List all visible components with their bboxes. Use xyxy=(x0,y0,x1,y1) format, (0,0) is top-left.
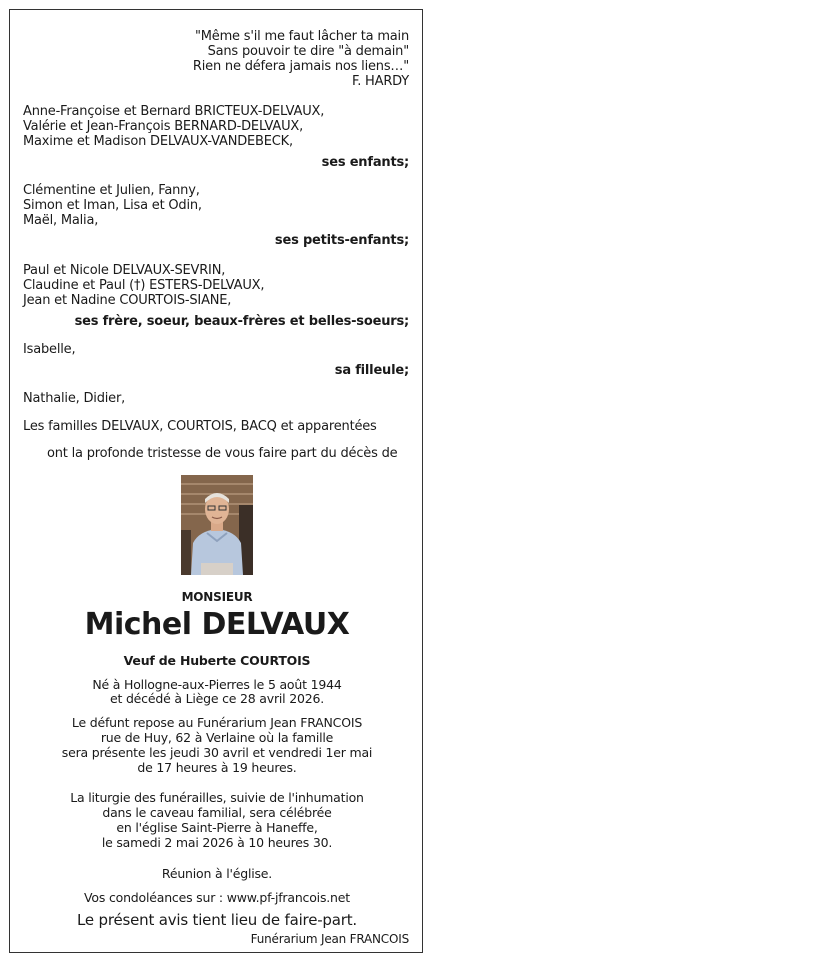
repose-line: Le défunt repose au Funérarium Jean FRANCOIS xyxy=(71,715,363,730)
quote-line: Sans pouvoir te dire "à demain" xyxy=(207,44,409,59)
relation-label: ses petits-enfants; xyxy=(274,233,409,248)
liturgy-line: en l'église Saint-Pierre à Haneffe, xyxy=(116,820,318,835)
relation-label: sa filleule; xyxy=(334,363,409,378)
family-member: Maxime et Madison DELVAUX-VANDEBECK, xyxy=(23,134,293,149)
announcement: ont la profonde tristesse de vous faire part du décès de xyxy=(47,446,398,461)
death-notice xyxy=(9,9,423,953)
family-member: Clémentine et Julien, Fanny, xyxy=(23,183,200,198)
repose-line: sera présente les jeudi 30 avril et vendredi 1er mai xyxy=(61,745,373,760)
title-monsieur: MONSIEUR xyxy=(181,590,253,604)
family-member: Maël, Malia, xyxy=(23,213,99,228)
families-line: Les familles DELVAUX, COURTOIS, BACQ et apparentées xyxy=(23,419,377,434)
reunion-line: Réunion à l'église. xyxy=(161,866,273,881)
family-member: Valérie et Jean-François BERNARD-DELVAUX, xyxy=(23,119,304,134)
death-line: et décédé à Liège ce 28 avril 2026. xyxy=(109,691,325,706)
family-member: Paul et Nicole DELVAUX-SEVRIN, xyxy=(23,263,226,278)
family-member: Jean et Nadine COURTOIS-SIANE, xyxy=(23,293,232,308)
family-member: Simon et Iman, Lisa et Odin, xyxy=(23,198,202,213)
repose-line: rue de Huy, 62 à Verlaine où la famille xyxy=(100,730,334,745)
funeral-home: Funérarium Jean FRANCOIS xyxy=(250,932,409,946)
quote-author: F. HARDY xyxy=(352,74,409,89)
quote-line: Rien ne défera jamais nos liens…" xyxy=(192,59,409,74)
family-member: Anne-Françoise et Bernard BRICTEUX-DELVAUX, xyxy=(23,104,325,119)
deceased-name: Michel DELVAUX xyxy=(84,607,350,642)
liturgy-line: le samedi 2 mai 2026 à 10 heures 30. xyxy=(101,835,333,850)
relation-label: ses frère, soeur, beaux-frères et belles-soeurs; xyxy=(74,314,409,329)
condolences-line: Vos condoléances sur : www.pf-jfrancois.net xyxy=(84,890,350,905)
relation-label: ses enfants; xyxy=(321,155,409,170)
liturgy-line: dans le caveau familial, sera célébrée xyxy=(102,805,332,820)
birth-line: Né à Hollogne-aux-Pierres le 5 août 1944 xyxy=(92,677,342,692)
repose-line: de 17 heures à 19 heures. xyxy=(137,760,297,775)
deceased-photo xyxy=(181,475,253,575)
family-member: Claudine et Paul (†) ESTERS-DELVAUX, xyxy=(23,278,265,293)
family-member: Isabelle, xyxy=(23,342,76,357)
widower-line: Veuf de Huberte COURTOIS xyxy=(123,653,311,668)
family-member: Nathalie, Didier, xyxy=(23,391,126,406)
closing-line: Le présent avis tient lieu de faire-part. xyxy=(77,911,357,929)
liturgy-line: La liturgie des funérailles, suivie de l'inhumation xyxy=(70,790,364,805)
quote-line: "Même s'il me faut lâcher ta main xyxy=(194,29,409,44)
